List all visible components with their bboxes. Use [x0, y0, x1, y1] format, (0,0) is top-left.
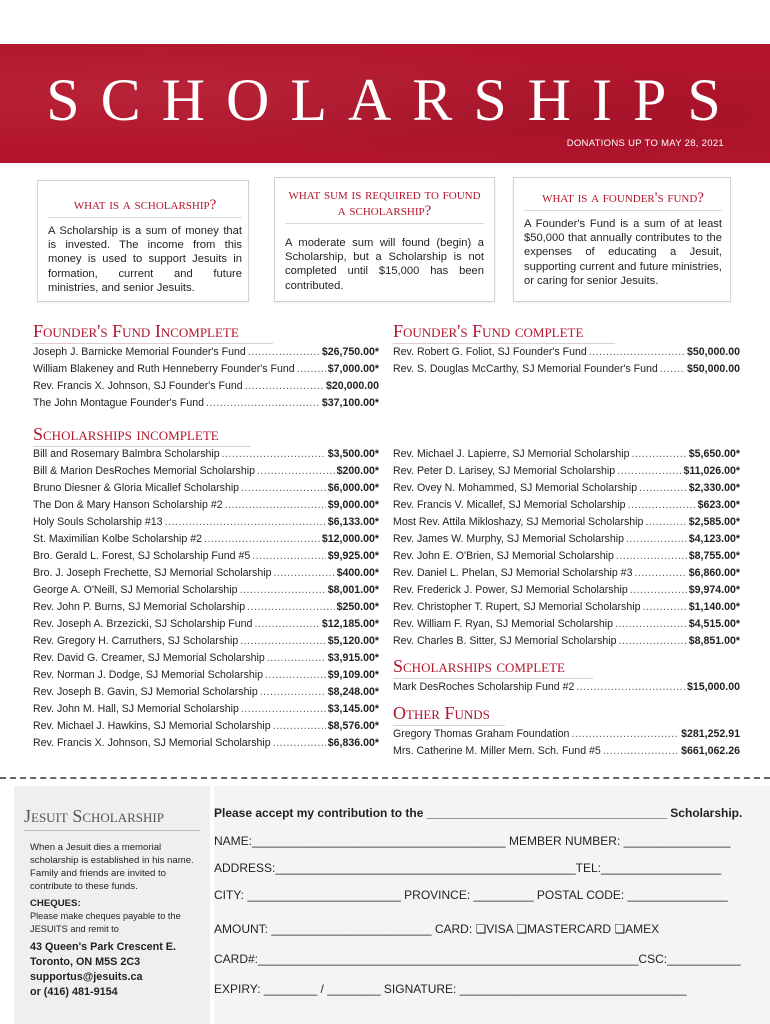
- list-item: Rev. Robert G. Foliot, SJ Founder's Fund ..... $50,000.00: [393, 346, 740, 363]
- list-item: Rev. Francis V. Micallef, SJ Memorial Scholarship ..... $623.00*: [393, 499, 740, 516]
- card-sum-required: [274, 177, 495, 302]
- card-body: A Scholarship is a sum of money that is invested. The income from this money is used to support Jesuits in formation, current and future ministries, and senior Jesuits.: [48, 225, 242, 294]
- sidebar-intro: When a Jesuit dies a memorial scholarship is established in his name. Family and friends are invited to contribute to these funds.: [30, 842, 194, 892]
- address-line-2: Toronto, ON M5S 2C3: [30, 956, 141, 968]
- list-item: Bro. Gerald L. Forest, SJ Scholarship Fund #5 ..... $9,925.00*: [33, 550, 379, 567]
- expiry-signature-field[interactable]: EXPIRY: ________ / ________ SIGNATURE: __________________________________: [214, 982, 687, 996]
- header-banner: [0, 44, 770, 163]
- other-funds-list: [393, 728, 740, 762]
- list-item: Rev. Peter D. Larisey, SJ Memorial Scholarship ..... $11,026.00*: [393, 465, 740, 482]
- list-item: Rev. James W. Murphy, SJ Memorial Scholarship ..... $4,123.00*: [393, 533, 740, 550]
- list-item: Bruno Diesner & Gloria Micallef Scholarship ..... $6,000.00*: [33, 482, 379, 499]
- section-title-other-funds: Other Funds: [393, 703, 505, 726]
- list-item: Rev. S. Douglas McCarthy, SJ Memorial Founder's Fund ..... $50,000.00: [393, 363, 740, 380]
- list-item: Holy Souls Scholarship #13 ..... $6,133.00*: [33, 516, 379, 533]
- list-item: St. Maximilian Kolbe Scholarship #2 ..... $12,000.00*: [33, 533, 379, 550]
- scholarships-incomplete-left-list: [33, 448, 379, 754]
- list-item: Rev. William F. Ryan, SJ Memorial Scholarship ..... $4,515.00*: [393, 618, 740, 635]
- card-body: A moderate sum will found (begin) a Scholarship, but a Scholarship is not completed until $15,000 has been contributed.: [285, 237, 484, 292]
- list-item: Rev. Daniel L. Phelan, SJ Memorial Scholarship #3 ..... $6,860.00*: [393, 567, 740, 584]
- card-what-is-scholarship: [37, 180, 249, 302]
- section-title-scholarships-incomplete: Scholarships incomplete: [33, 424, 251, 447]
- list-item: The John Montague Founder's Fund ..... $37,100.00*: [33, 397, 379, 414]
- address-line-1: 43 Queen's Park Crescent E.: [30, 941, 177, 953]
- list-item: Rev. John M. Hall, SJ Memorial Scholarship ..... $3,145.00*: [33, 703, 379, 720]
- city-province-postal-field[interactable]: CITY: _______________________ PROVINCE: _________ POSTAL CODE: _______________: [214, 888, 728, 902]
- amount-card-type-field[interactable]: AMOUNT: ________________________ CARD: ❏VISA ❏MASTERCARD ❏AMEX: [214, 922, 660, 936]
- list-item: Bill & Marion DesRoches Memorial Scholarship ..... $200.00*: [33, 465, 379, 482]
- list-item: Rev. Michael J. Lapierre, SJ Memorial Scholarship ..... $5,650.00*: [393, 448, 740, 465]
- section-title-founders-complete: Founder's Fund complete: [393, 321, 615, 344]
- card-title: what is a founder's fund?: [524, 190, 722, 211]
- card-number-csc-field[interactable]: CARD#:_________________________________________________________CSC:___________: [214, 952, 741, 966]
- mailing-address: [30, 940, 200, 1000]
- list-item: Gregory Thomas Graham Foundation ..... $281,252.91: [393, 728, 740, 745]
- sidebar-title: Jesuit Scholarship: [24, 806, 200, 831]
- jesuit-scholarship-sidebar: [14, 786, 210, 1024]
- founders-incomplete-list: [33, 346, 379, 414]
- cut-line-divider: [0, 777, 770, 779]
- list-item: William Blakeney and Ruth Henneberry Founder's Fund ..... $7,000.00*: [33, 363, 379, 380]
- card-body: A Founder's Fund is a sum of at least $50,000 that annually contributes to the expenses of educating a Jesuit, supporting current and future ministries, or caring for senior Jesuits.: [524, 218, 722, 287]
- name-member-field[interactable]: NAME:______________________________________ MEMBER NUMBER: ________________: [214, 834, 731, 848]
- list-item: Rev. John P. Burns, SJ Memorial Scholarship ..... $250.00*: [33, 601, 379, 618]
- founders-complete-list: [393, 346, 740, 380]
- list-item: Mrs. Catherine M. Miller Mem. Sch. Fund #5 ..... $661,062.26: [393, 745, 740, 762]
- list-item: George A. O'Neill, SJ Memorial Scholarship ..... $8,001.00*: [33, 584, 379, 601]
- list-item: Bro. J. Joseph Frechette, SJ Memorial Scholarship ..... $400.00*: [33, 567, 379, 584]
- list-item: Rev. Frederick J. Power, SJ Memorial Scholarship ..... $9,974.00*: [393, 584, 740, 601]
- page-title: SCHOLARSHIPS: [46, 67, 742, 133]
- list-item: Joseph J. Barnicke Memorial Founder's Fund ..... $26,750.00*: [33, 346, 379, 363]
- section-title-scholarships-complete: Scholarships complete: [393, 656, 593, 679]
- sidebar-body: [24, 841, 200, 1000]
- phone-number: or (416) 481-9154: [30, 986, 118, 998]
- scholarships-complete-list: [393, 681, 740, 698]
- list-item: Mark DesRoches Scholarship Fund #2 ..... $15,000.00: [393, 681, 740, 698]
- list-item: Bill and Rosemary Balmbra Scholarship ..... $3,500.00*: [33, 448, 379, 465]
- scholarship-name-field[interactable]: Please accept my contribution to the ____________________________________ Scholarship.: [214, 806, 743, 820]
- section-title-founders-incomplete: Founder's Fund Incomplete: [33, 321, 273, 344]
- donations-date: DONATIONS UP TO MAY 28, 2021: [566, 138, 724, 149]
- list-item: Rev. Christopher T. Rupert, SJ Memorial Scholarship ..... $1,140.00*: [393, 601, 740, 618]
- list-item: Rev. Joseph B. Gavin, SJ Memorial Scholarship ..... $8,248.00*: [33, 686, 379, 703]
- list-item: Most Rev. Attila Mikloshazy, SJ Memorial Scholarship ..... $2,585.00*: [393, 516, 740, 533]
- list-item: Rev. Joseph A. Brzezicki, SJ Scholarship Fund ..... $12,185.00*: [33, 618, 379, 635]
- address-tel-field[interactable]: ADDRESS:_____________________________________________TEL:__________________: [214, 861, 722, 875]
- cheques-heading: CHEQUES:: [30, 898, 81, 909]
- list-item: Rev. David G. Creamer, SJ Memorial Scholarship ..... $3,915.00*: [33, 652, 379, 669]
- list-item: Rev. Ovey N. Mohammed, SJ Memorial Scholarship ..... $2,330.00*: [393, 482, 740, 499]
- card-founders-fund: [513, 177, 731, 302]
- list-item: Rev. Norman J. Dodge, SJ Memorial Scholarship ..... $9,109.00*: [33, 669, 379, 686]
- list-item: Rev. Gregory H. Carruthers, SJ Scholarship ..... $5,120.00*: [33, 635, 379, 652]
- email-link[interactable]: supportus@jesuits.ca: [30, 971, 143, 983]
- card-title: what sum is required to found a scholarship?: [285, 187, 484, 224]
- donation-form: [214, 786, 770, 1024]
- list-item: Rev. Francis X. Johnson, SJ Founder's Fund ..... $20,000.00: [33, 380, 379, 397]
- list-item: Rev. Charles B. Sitter, SJ Memorial Scholarship ..... $8,851.00*: [393, 635, 740, 652]
- scholarships-incomplete-right-list: [393, 448, 740, 652]
- list-item: Rev. Michael J. Hawkins, SJ Memorial Scholarship ..... $8,576.00*: [33, 720, 379, 737]
- card-title: what is a scholarship?: [48, 197, 242, 218]
- list-item: The Don & Mary Hanson Scholarship #2 ..... $9,000.00*: [33, 499, 379, 516]
- cheques-text: Please make cheques payable to the JESUITS and remit to: [30, 911, 181, 934]
- list-item: Rev. John E. O'Brien, SJ Memorial Scholarship ..... $8,755.00*: [393, 550, 740, 567]
- list-item: Rev. Francis X. Johnson, SJ Memorial Scholarship ..... $6,836.00*: [33, 737, 379, 754]
